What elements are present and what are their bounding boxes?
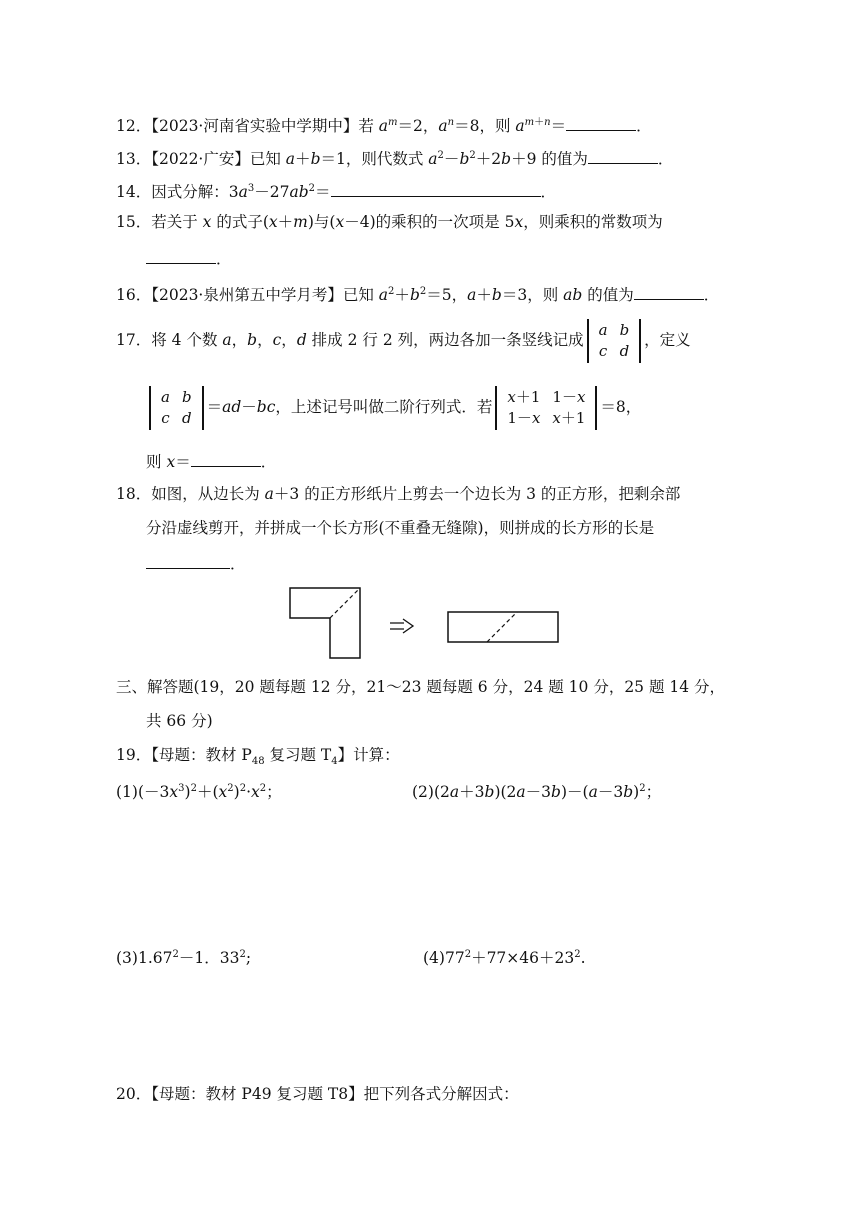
answer-blank[interactable]	[634, 282, 704, 300]
question-19-part1: $(1)(-3x^3)^2+(x^2)^2\cdot x^2$；	[116, 783, 282, 802]
question-15: 15．若关于 x 的式子(x＋m)与(x－4)的乘积的一次项是 5x，则乘积的常数项为	[116, 213, 663, 231]
question-18-blank: ．	[146, 551, 246, 575]
question-17-definition: a b c d ＝ad－bc，上述记号叫做二阶行列式．若 x＋1 1－x 1－x x＋1 ＝8，	[146, 384, 641, 430]
question-20: 20．【母题：教材 P49 复习题 T8】把下列各式分解因式：	[116, 1085, 519, 1103]
question-source: 【2023·泉州第五中学月考】	[151, 286, 343, 305]
question-18: 18．如图，从边长为 a＋3 的正方形纸片上剪去一个边长为 3 的正方形，把剩余部	[116, 485, 681, 503]
section-3-title-cont: 共 66 分)	[146, 712, 213, 730]
answer-blank[interactable]	[566, 113, 636, 131]
cut-line-dashed	[330, 588, 360, 618]
l-shape	[290, 588, 360, 658]
answer-blank[interactable]	[146, 551, 230, 569]
determinant-x: x＋1 1－x 1－x x＋1	[495, 386, 597, 430]
question-source: 【2023·河南省实验中学期中】	[151, 117, 359, 136]
question-19: 19．【母题：教材 $P_{48}$ 复习题 $T_4$】计算：	[116, 746, 400, 768]
question-18-figure	[280, 584, 580, 664]
answer-blank[interactable]	[191, 449, 261, 467]
answer-blank[interactable]	[331, 179, 541, 197]
question-14: 14．因式分解：$3a^3-27ab^2=$ ．	[116, 178, 556, 203]
question-source: 【2022·广安】	[151, 150, 250, 169]
determinant-abcd: a b c d	[587, 319, 642, 363]
answer-blank[interactable]	[146, 246, 216, 264]
cut-line-dashed	[487, 612, 517, 642]
question-15-cont: ．	[146, 246, 232, 270]
question-18-cont: 分沿虚线剪开，并拼成一个长方形(不重叠无缝隙)，则拼成的长方形的长是	[146, 519, 655, 537]
question-19-part3: $(3)1.67^2-1$．$33^2$;	[116, 949, 252, 968]
question-19-part4: $(4)77^2+77\times 46+23^2$.	[423, 949, 586, 968]
question-13: 13．【2022·广安】已知 a＋b＝1，则代数式 $a^2-b^2+2b+9$ 的值为 ．	[116, 145, 673, 170]
section-3-title: 三、解答题(19，20 题每题 12 分，21～23 题每题 6 分，24 题 10 分，25 题 14 分，	[116, 678, 726, 696]
question-12: 12．【2023·河南省实验中学期中】若 $a^m=2$，$a^n=8$，则 $a^{m+n}=$ ．	[116, 112, 652, 137]
arrow-right-icon	[390, 619, 413, 633]
question-17-answer: 则 x＝ ．	[146, 449, 276, 473]
determinant-abcd: a b c d	[149, 386, 204, 430]
question-17: 17．将 4 个数 a，b，c，d 排成 2 行 2 列，两边各加一条竖线记成 a b c d ，定义	[116, 317, 691, 363]
result-rectangle	[448, 612, 558, 642]
question-16: 16．【2023·泉州第五中学月考】已知 $a^2+b^2=5$，a＋b＝3，则 ab 的值为 ．	[116, 281, 719, 306]
question-19-part2: $(2)(2a+3b)(2a-3b)-(a-3b)^2$；	[412, 783, 662, 802]
answer-blank[interactable]	[588, 146, 658, 164]
